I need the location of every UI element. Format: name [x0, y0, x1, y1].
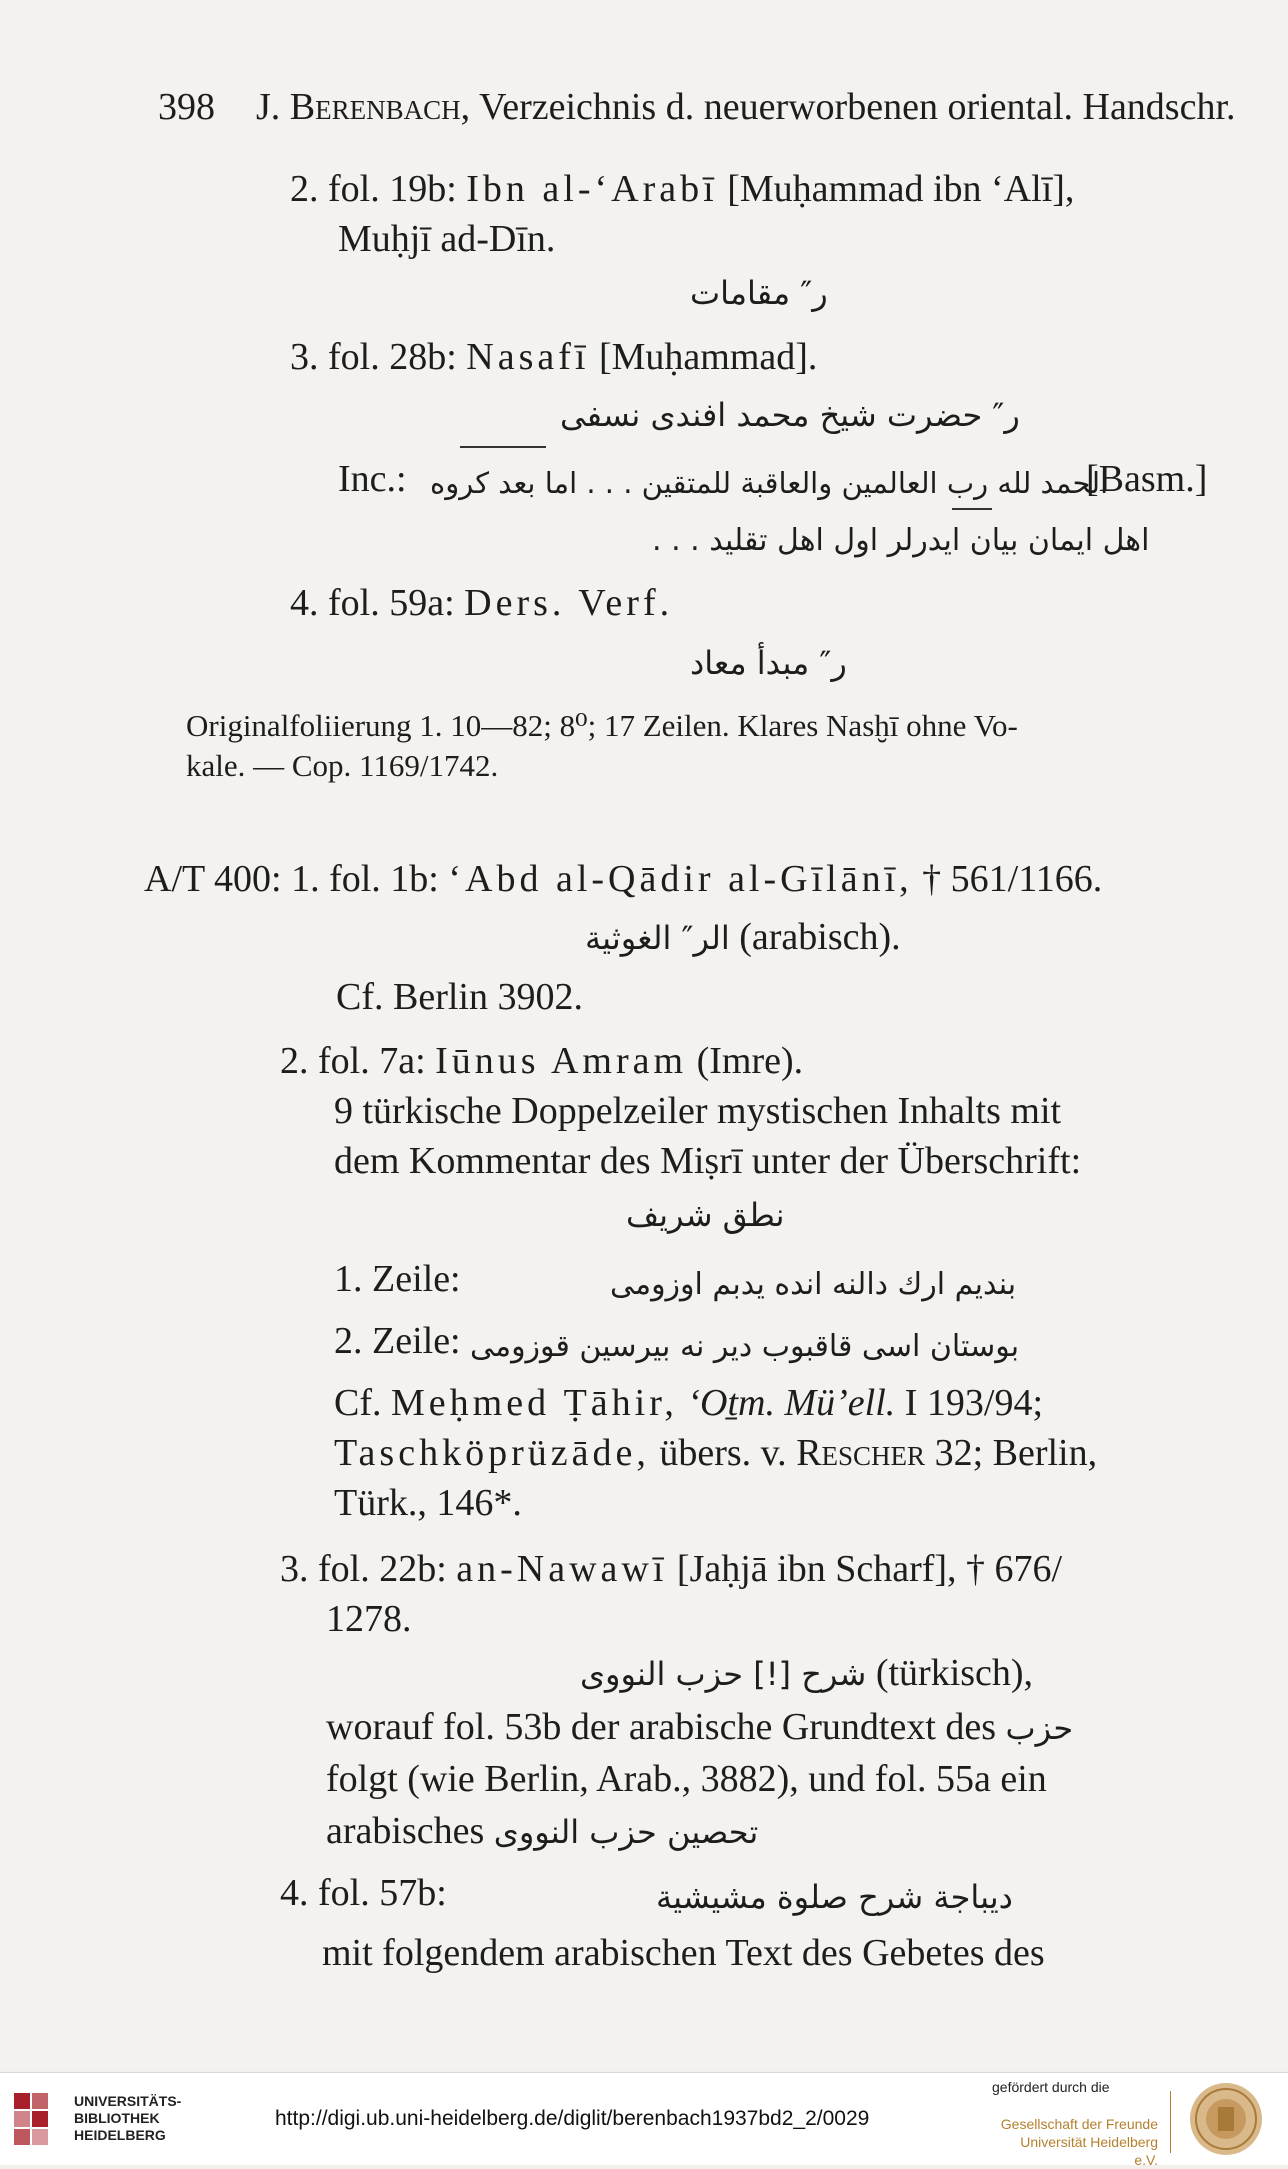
shelfmark: A/T 400:: [144, 858, 282, 900]
at400-entry-2-heading-arabic: نطق شريف: [626, 1196, 785, 1234]
at400-entry-1-date: † 561/1166.: [922, 858, 1103, 900]
at400-entry-2-cf-1: [334, 1380, 1043, 1426]
at400-entry-2-text-2: dem Kommentar des Miṣrī unter der Überschrift:: [334, 1140, 1082, 1182]
cf-translator-prefix: übers. v.: [659, 1432, 787, 1474]
incipit-label: Inc.:: [338, 458, 407, 500]
sponsor-name-line-1: Gesellschaft der Freunde: [1000, 2116, 1158, 2132]
cf-work-1: ‘Oṯm. Mü’ell.: [687, 1382, 896, 1424]
at400-entry-3-language: (türkisch),: [875, 1652, 1034, 1694]
incipit-arabic: الحمد لله رب العالمين والعاقبة للمتقين . . . اما بعد كروه: [430, 466, 1109, 500]
at400-entry-3-text-2: folgt (wie Berlin, Arab., 3882), und fol. 55a ein: [326, 1758, 1047, 1800]
running-header-title: , Verzeichnis d. neuerworbenen oriental. Handschr.: [460, 86, 1236, 128]
at400-entry-1-author: ‘Abd al-Qādir al-Gīlānī,: [448, 858, 913, 900]
footer-divider: [1170, 2091, 1171, 2153]
entry-3-arabic-title: ر″ حضرت شيخ محمد افندى نسفى: [560, 396, 1020, 434]
at400-entry-4-arabic: ديباجة شرح صلوة مشيشية: [656, 1878, 1013, 1916]
text-fragment: worauf fol. 53b der arabische Grundtext des: [326, 1706, 997, 1748]
entry-2-line-2: Muḥjī ad-Dīn.: [338, 218, 556, 260]
cf-ref-2: 32; Berlin,: [934, 1432, 1098, 1474]
arabic-fragment: حزب: [1005, 1709, 1074, 1747]
at400-entry-3-folio: 3. fol. 22b:: [280, 1548, 447, 1590]
at400-entry-4-folio: 4. fol. 57b:: [280, 1872, 447, 1914]
entry-4-arabic-title: ر″ مبدأ معاد: [690, 644, 847, 682]
entry-4-line-1: [290, 580, 673, 626]
university-seal-icon: [1188, 2081, 1264, 2157]
entry-2-arabic-title: ر″ مقامات: [690, 274, 828, 312]
library-name: [74, 2093, 181, 2144]
at400-entry-2-cf-2: [334, 1430, 1097, 1476]
at400-entry-3-author-detail: [Jaḥjā ibn Scharf], † 676/: [676, 1548, 1063, 1590]
entry-2-line-1: [290, 166, 1074, 212]
at400-entry-1-folio: 1. fol. 1b:: [291, 858, 439, 900]
at400-entry-2-folio: 2. fol. 7a:: [280, 1040, 426, 1082]
foliation-note-line-1: Originalfoliierung 1. 10—82; 8⁰; 17 Zeilen. Klares Nasḫī ohne Vo-: [186, 708, 1018, 743]
entry-4-folio: 4. fol. 59a:: [290, 582, 455, 624]
overline: [460, 446, 546, 448]
zeile-2-label: 2. Zeile:: [334, 1320, 461, 1362]
at400-entry-1-language: (arabisch).: [739, 916, 901, 958]
library-name-line-2: BIBLIOTHEK: [74, 2110, 160, 2126]
at400-entry-1-arabic: الر″ الغوثية: [585, 919, 730, 957]
overline-2: [952, 508, 992, 510]
running-header-author: J. Berenbach: [256, 86, 461, 128]
entry-2-folio: 2. fol. 19b:: [290, 168, 457, 210]
cf-ref-1: I 193/94;: [904, 1382, 1044, 1424]
entry-2-author-detail: [Muḥammad ibn ‘Alī],: [727, 168, 1075, 210]
cf-author-1: Meḥmed Ṭāhir,: [391, 1382, 678, 1424]
at400-entry-2-cf-3: Türk., 146*.: [334, 1482, 522, 1524]
entry-3-folio: 3. fol. 28b:: [290, 336, 457, 378]
foliation-note-line-2: kale. — Cop. 1169/1742.: [186, 748, 499, 783]
at400-entry-3-text-3: [326, 1808, 758, 1855]
cf-author-2: Taschköprüzāde,: [334, 1432, 650, 1474]
at400-entry-3-year: 1278.: [326, 1598, 412, 1640]
permalink-url[interactable]: http://digi.ub.uni-heidelberg.de/diglit/berenbach1937bd2_2/0029: [275, 2107, 870, 2130]
entry-2-author: Ibn al-‘Arabī: [466, 168, 718, 210]
at400-entry-2-line-1: [280, 1038, 803, 1084]
at400-entry-2-text-1: 9 türkische Doppelzeiler mystischen Inhalts mit: [334, 1090, 1062, 1132]
entry-3-author-detail: [Muḥammad].: [598, 336, 818, 378]
at400-entry-1-title: [585, 914, 901, 961]
incipit-tag: [Basm.]: [1086, 458, 1208, 500]
library-name-line-1: UNIVERSITÄTS-: [74, 2093, 182, 2109]
entry-3-author: Nasafī: [466, 336, 590, 378]
zeile-2-arabic: بوستان اسى قاقبوب دير نه بيرسين قوزومى: [470, 1329, 1020, 1364]
zeile-1-label: 1. Zeile:: [334, 1258, 461, 1300]
sponsor-name-line-2: Universität Heidelberg e.V.: [1020, 2134, 1158, 2168]
zeile-1-arabic: بنديم ارك دالنه انده يدبم اوزومى: [610, 1267, 1017, 1302]
running-header: [158, 84, 1236, 130]
incipit-arabic-2: اهل ايمان بيان ايدرلر اول اهل تقليد . . .: [652, 523, 1150, 558]
sponsor-label: gefördert durch die: [992, 2079, 1110, 2095]
at400-entry-3-text-1: [326, 1704, 1073, 1751]
library-name-line-3: HEIDELBERG: [74, 2127, 166, 2143]
arabic-fragment-2: تحصين حزب النووى: [493, 1813, 759, 1851]
at400-entry-2-author: Iūnus Amram: [435, 1040, 688, 1082]
at400-entry-4-text: mit folgendem arabischen Text des Gebetes des: [322, 1932, 1045, 1974]
page-number: 398: [158, 86, 215, 128]
cf-translator: Rescher: [796, 1432, 926, 1474]
at400-entry-3-line-1: [280, 1546, 1062, 1592]
at400-entry-1-cf: Cf. Berlin 3902.: [336, 976, 583, 1018]
at400-entry-3-title: [580, 1650, 1033, 1697]
at400-entry-2-alias: (Imre).: [696, 1040, 804, 1082]
text-fragment-2: arabisches: [326, 1810, 485, 1852]
entry-4-author: Ders. Verf.: [464, 582, 674, 624]
cf-label: Cf.: [334, 1382, 382, 1424]
footer-bar: [0, 2072, 1288, 2168]
sponsor-name: [1000, 2115, 1158, 2169]
at400-line-1: [144, 856, 1102, 902]
at400-entry-3-author: an-Nawawī: [456, 1548, 668, 1590]
university-library-logo-icon: [12, 2091, 62, 2147]
at400-entry-3-arabic: شرح [!] حزب النووى: [580, 1655, 867, 1693]
entry-3-line-1: [290, 334, 817, 380]
